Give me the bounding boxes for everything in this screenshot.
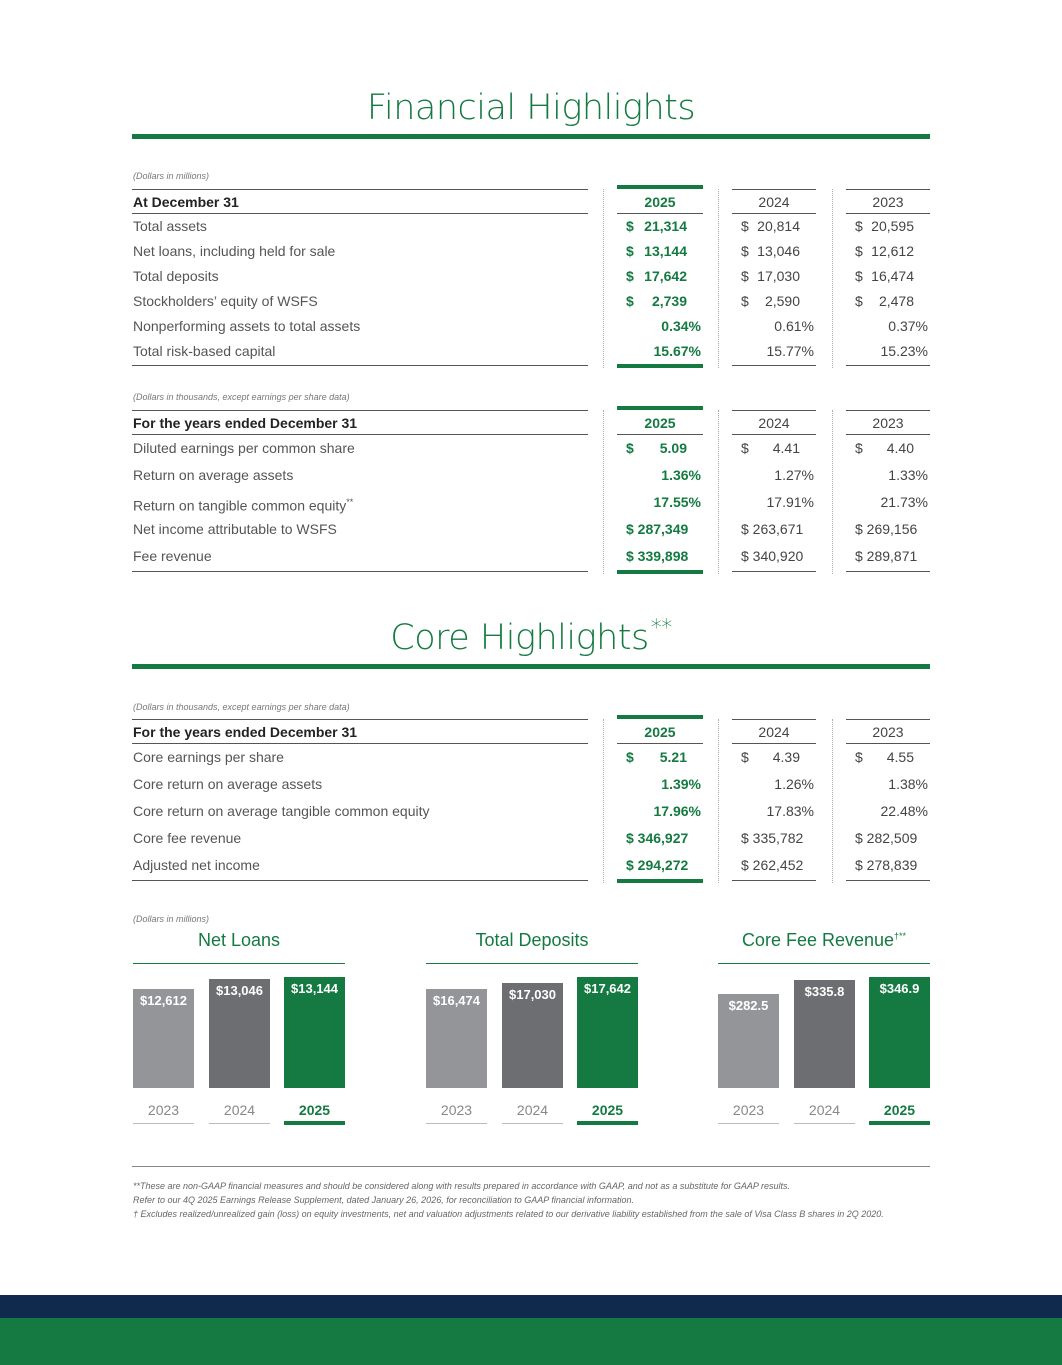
bar-2023 bbox=[426, 989, 487, 1088]
value-cell-2023 bbox=[846, 489, 930, 516]
value: 17,030 bbox=[757, 268, 800, 284]
value-cell-2023 bbox=[846, 771, 930, 798]
value-cell-2023 bbox=[846, 339, 930, 364]
header-bottom-line bbox=[732, 213, 816, 214]
value-cell-2024 bbox=[732, 543, 816, 570]
row-label bbox=[133, 239, 335, 264]
header-bottom-line bbox=[617, 213, 703, 214]
row-label-text: Total assets bbox=[133, 218, 207, 234]
table-row bbox=[0, 744, 1062, 771]
year-label: 2025 bbox=[644, 724, 676, 740]
year-header-2023 bbox=[846, 719, 930, 745]
value: 0.61% bbox=[774, 318, 814, 334]
value: $ 282,509 bbox=[855, 830, 918, 846]
value-cell-2024 bbox=[732, 314, 816, 339]
bar-2023 bbox=[133, 989, 194, 1088]
currency-symbol: $ bbox=[626, 218, 634, 234]
row-label bbox=[133, 214, 207, 239]
column-separator bbox=[603, 719, 604, 883]
value-cell-2025 bbox=[617, 516, 703, 543]
currency-symbol: $ bbox=[741, 440, 749, 456]
column-separator bbox=[832, 189, 833, 368]
row-label-text: Adjusted net income bbox=[133, 857, 260, 873]
value-cell-2025 bbox=[617, 543, 703, 570]
value: $ 278,839 bbox=[855, 857, 918, 873]
row-label bbox=[133, 289, 318, 314]
value: 4.55 bbox=[886, 749, 914, 765]
units-note: (Dollars in thousands, except earnings per share data) bbox=[133, 392, 350, 402]
x-tick-label: 2025 bbox=[591, 1102, 624, 1118]
x-tick-underline bbox=[133, 1123, 194, 1124]
row-label bbox=[133, 462, 293, 489]
table-header-label: At December 31 bbox=[133, 194, 239, 210]
row-label-text: Core earnings per share bbox=[133, 749, 284, 765]
row-label-text: Core return on average tangible common equity bbox=[133, 803, 430, 819]
value: 17.96% bbox=[653, 803, 701, 819]
value: $ 262,452 bbox=[741, 857, 804, 873]
table-bottom-line bbox=[846, 571, 930, 572]
header-top-line bbox=[846, 410, 930, 411]
value: 16,474 bbox=[871, 268, 914, 284]
value-cell-2023 bbox=[846, 239, 930, 264]
year-label: 2023 bbox=[872, 415, 904, 431]
header-bottom-line bbox=[132, 213, 588, 214]
year-label: 2025 bbox=[644, 415, 676, 431]
table-header-row bbox=[0, 189, 1062, 215]
row-label bbox=[133, 264, 219, 289]
x-tick-underline bbox=[502, 1123, 563, 1124]
bar-2025 bbox=[284, 977, 345, 1088]
highlight-top-bar bbox=[617, 715, 703, 719]
bar-value-label: $335.8 bbox=[804, 983, 845, 999]
table-bottom-line bbox=[132, 880, 588, 881]
header-bottom-line bbox=[617, 743, 703, 744]
row-label bbox=[133, 744, 284, 771]
table-row bbox=[0, 264, 1062, 289]
value-cell-2025 bbox=[617, 825, 703, 852]
row-label-text: Nonperforming assets to total assets bbox=[133, 318, 361, 334]
chart-title bbox=[133, 930, 345, 951]
value-cell-2025 bbox=[617, 239, 703, 264]
x-tick-label: 2025 bbox=[883, 1102, 916, 1118]
row-label bbox=[133, 435, 355, 462]
chart-title-footnote-mark: †** bbox=[894, 931, 907, 941]
value: $ 346,927 bbox=[626, 830, 689, 846]
currency-symbol: $ bbox=[626, 243, 634, 259]
x-tick-underline bbox=[426, 1123, 487, 1124]
value-cell-2024 bbox=[732, 516, 816, 543]
row-label bbox=[133, 852, 260, 879]
row-label-text: Return on average assets bbox=[133, 467, 294, 483]
year-header-2025 bbox=[617, 410, 703, 436]
year-header-2025 bbox=[617, 189, 703, 215]
table-row bbox=[0, 435, 1062, 462]
value-cell-2024 bbox=[732, 825, 816, 852]
value-cell-2024 bbox=[732, 339, 816, 364]
value: 17.91% bbox=[766, 494, 814, 510]
table-row bbox=[0, 462, 1062, 489]
value: 4.40 bbox=[886, 440, 914, 456]
header-bottom-line bbox=[617, 434, 703, 435]
column-separator bbox=[718, 410, 719, 574]
value-cell-2025 bbox=[617, 289, 703, 314]
row-label-text: Return on tangible common equity bbox=[133, 497, 347, 514]
column-separator bbox=[603, 189, 604, 368]
table-row bbox=[0, 771, 1062, 798]
column-separator bbox=[718, 189, 719, 368]
table-bottom-line bbox=[846, 365, 930, 366]
header-bottom-line bbox=[846, 213, 930, 214]
column-separator bbox=[832, 719, 833, 883]
table-row bbox=[0, 852, 1062, 879]
value-cell-2025 bbox=[617, 489, 703, 516]
table-bottom-line bbox=[732, 365, 816, 366]
value-cell-2024 bbox=[732, 798, 816, 825]
value: 2,739 bbox=[651, 293, 687, 309]
x-tick-underline bbox=[577, 1121, 638, 1125]
value-cell-2024 bbox=[732, 852, 816, 879]
row-label bbox=[133, 771, 322, 798]
header-top-line bbox=[846, 189, 930, 190]
value-cell-2025 bbox=[617, 798, 703, 825]
x-tick-label: 2023 bbox=[147, 1102, 180, 1118]
currency-symbol: $ bbox=[855, 749, 863, 765]
value-cell-2024 bbox=[732, 744, 816, 771]
chart-title-text: Net Loans bbox=[197, 930, 281, 950]
chart-title-rule bbox=[718, 963, 930, 964]
value-cell-2024 bbox=[732, 239, 816, 264]
footer-band-green bbox=[0, 1318, 1062, 1365]
value: 4.41 bbox=[772, 440, 800, 456]
row-label bbox=[133, 798, 430, 825]
value-cell-2025 bbox=[617, 744, 703, 771]
currency-symbol: $ bbox=[855, 268, 863, 284]
table-row bbox=[0, 214, 1062, 239]
value: 5.21 bbox=[659, 749, 687, 765]
chart-title bbox=[426, 930, 638, 951]
currency-symbol: $ bbox=[626, 268, 634, 284]
bar-2025 bbox=[577, 977, 638, 1088]
value-cell-2024 bbox=[732, 462, 816, 489]
bar-value-label: $13,046 bbox=[216, 983, 263, 999]
row-label-text: Core fee revenue bbox=[133, 830, 242, 846]
header-bottom-line bbox=[132, 743, 588, 744]
bar-value-label: $16,474 bbox=[433, 993, 480, 1008]
currency-symbol: $ bbox=[741, 268, 749, 284]
value-cell-2025 bbox=[617, 852, 703, 879]
value-cell-2024 bbox=[732, 435, 816, 462]
bar-2024 bbox=[502, 983, 563, 1088]
x-tick-label: 2023 bbox=[732, 1102, 765, 1118]
value: 0.37% bbox=[888, 318, 928, 334]
header-bottom-line bbox=[132, 434, 588, 435]
value-cell-2023 bbox=[846, 543, 930, 570]
row-label-text: Stockholders’ equity of WSFS bbox=[133, 293, 318, 309]
year-label: 2024 bbox=[758, 415, 790, 431]
currency-symbol: $ bbox=[855, 293, 863, 309]
value-cell-2025 bbox=[617, 214, 703, 239]
table-row bbox=[0, 516, 1062, 543]
year-label: 2024 bbox=[758, 724, 790, 740]
bar-value-label: $13,144 bbox=[291, 981, 338, 996]
x-tick-label: 2025 bbox=[298, 1102, 331, 1118]
value-cell-2023 bbox=[846, 462, 930, 489]
value: $ 287,349 bbox=[626, 521, 689, 537]
value-cell-2025 bbox=[617, 462, 703, 489]
title-rule bbox=[132, 134, 930, 139]
title-rule bbox=[132, 664, 930, 669]
year-header-2025 bbox=[617, 719, 703, 745]
value-cell-2023 bbox=[846, 744, 930, 771]
header-top-line bbox=[732, 719, 816, 720]
year-header-2023 bbox=[846, 189, 930, 215]
table-header-row bbox=[0, 719, 1062, 745]
row-label bbox=[133, 825, 241, 852]
year-header-2023 bbox=[846, 410, 930, 436]
row-label-text: Total risk-based capital bbox=[133, 343, 276, 359]
value: 1.39% bbox=[661, 776, 701, 792]
chart-title bbox=[718, 930, 930, 951]
value-cell-2023 bbox=[846, 516, 930, 543]
footnote: † Excludes realized/unrealized gain (loss) on equity investments, net and valuation adjustments related to our derivative liability established from the sale of Visa Class B shares in 2Q 2020. bbox=[133, 1209, 884, 1219]
value-cell-2025 bbox=[617, 771, 703, 798]
column-separator bbox=[832, 410, 833, 574]
table-row bbox=[0, 239, 1062, 264]
table-row bbox=[0, 798, 1062, 825]
column-separator bbox=[603, 410, 604, 574]
row-label-text: Total deposits bbox=[133, 268, 219, 284]
value-cell-2025 bbox=[617, 435, 703, 462]
value: 15.77% bbox=[766, 343, 814, 359]
table-row bbox=[0, 314, 1062, 339]
value-cell-2024 bbox=[732, 289, 816, 314]
value-cell-2024 bbox=[732, 489, 816, 516]
row-label-text: Fee revenue bbox=[133, 548, 212, 564]
currency-symbol: $ bbox=[855, 440, 863, 456]
value: 1.33% bbox=[888, 467, 928, 483]
value: 1.27% bbox=[774, 467, 814, 483]
row-label-text: Net loans, including held for sale bbox=[133, 243, 336, 259]
value: 21.73% bbox=[880, 494, 928, 510]
value: 4.39 bbox=[772, 749, 800, 765]
highlight-top-bar bbox=[617, 406, 703, 410]
header-bottom-line bbox=[732, 434, 816, 435]
value-cell-2025 bbox=[617, 314, 703, 339]
row-label bbox=[133, 543, 212, 570]
footnote: **These are non-GAAP financial measures and should be considered along with results prepared in accordance with GAAP, and not as a substitute for GAAP results. bbox=[133, 1181, 791, 1191]
year-header-2024 bbox=[732, 189, 816, 215]
row-label-text: Diluted earnings per common share bbox=[133, 440, 355, 456]
table-bottom-line bbox=[132, 571, 588, 572]
value: $ 263,671 bbox=[741, 521, 804, 537]
row-label-footnote-mark: ** bbox=[346, 497, 354, 507]
bar-value-label: $346.9 bbox=[879, 981, 920, 996]
table-row bbox=[0, 825, 1062, 852]
table-row bbox=[0, 289, 1062, 314]
value-cell-2025 bbox=[617, 339, 703, 364]
value-cell-2024 bbox=[732, 771, 816, 798]
chart-title-rule bbox=[426, 963, 638, 964]
value: 0.34% bbox=[661, 318, 701, 334]
value: 15.67% bbox=[653, 343, 701, 359]
value: $ 269,156 bbox=[855, 521, 918, 537]
footnote: Refer to our 4Q 2025 Earnings Release Supplement, dated January 26, 2026, for reconciliation to GAAP financial information. bbox=[133, 1195, 634, 1205]
value: 13,144 bbox=[644, 243, 687, 259]
x-tick-underline bbox=[209, 1123, 270, 1124]
value: 20,595 bbox=[871, 218, 914, 234]
year-header-2024 bbox=[732, 410, 816, 436]
x-tick-underline bbox=[718, 1123, 779, 1124]
bar-value-label: $17,642 bbox=[584, 981, 631, 996]
bar-value-label: $282.5 bbox=[728, 998, 769, 1013]
value: $ 294,272 bbox=[626, 857, 689, 873]
value: $ 340,920 bbox=[741, 548, 804, 564]
value: 5.09 bbox=[659, 440, 687, 456]
row-label bbox=[133, 314, 360, 339]
value: 12,612 bbox=[871, 243, 914, 259]
header-bottom-line bbox=[732, 743, 816, 744]
header-top-line bbox=[732, 410, 816, 411]
value: $ 289,871 bbox=[855, 548, 918, 564]
units-note: (Dollars in thousands, except earnings per share data) bbox=[133, 702, 350, 712]
value-cell-2023 bbox=[846, 435, 930, 462]
row-label bbox=[133, 339, 275, 364]
value: $ 335,782 bbox=[741, 830, 804, 846]
x-tick-label: 2024 bbox=[808, 1102, 841, 1118]
footnote-rule bbox=[132, 1166, 930, 1167]
column-separator bbox=[718, 719, 719, 883]
value: 1.38% bbox=[888, 776, 928, 792]
value: 2,478 bbox=[878, 293, 914, 309]
highlight-bottom-bar bbox=[617, 879, 703, 883]
year-label: 2023 bbox=[872, 194, 904, 210]
value-cell-2023 bbox=[846, 289, 930, 314]
value-cell-2023 bbox=[846, 214, 930, 239]
table-row bbox=[0, 489, 1062, 516]
value: 1.26% bbox=[774, 776, 814, 792]
value: 2,590 bbox=[764, 293, 800, 309]
value-cell-2025 bbox=[617, 264, 703, 289]
highlight-bottom-bar bbox=[617, 570, 703, 574]
units-note: (Dollars in millions) bbox=[133, 171, 210, 181]
value-cell-2024 bbox=[732, 214, 816, 239]
bar-2025 bbox=[869, 977, 930, 1088]
year-header-2024 bbox=[732, 719, 816, 745]
chart-title-rule bbox=[133, 963, 345, 964]
currency-symbol: $ bbox=[741, 749, 749, 765]
header-top-line bbox=[132, 719, 588, 720]
currency-symbol: $ bbox=[741, 218, 749, 234]
value-cell-2023 bbox=[846, 852, 930, 879]
currency-symbol: $ bbox=[626, 440, 634, 456]
currency-symbol: $ bbox=[855, 218, 863, 234]
header-bottom-line bbox=[846, 434, 930, 435]
footer-band-navy bbox=[0, 1295, 1062, 1318]
chart-title-text: Core Fee Revenue bbox=[741, 930, 895, 950]
x-tick-underline bbox=[869, 1121, 930, 1125]
row-label-text: Core return on average assets bbox=[133, 776, 323, 792]
table-header-row bbox=[0, 410, 1062, 436]
value: 20,814 bbox=[757, 218, 800, 234]
table-bottom-line bbox=[132, 365, 588, 366]
table-bottom-line bbox=[846, 880, 930, 881]
row-label-text: Net income attributable to WSFS bbox=[133, 521, 337, 537]
header-top-line bbox=[732, 189, 816, 190]
currency-symbol: $ bbox=[741, 293, 749, 309]
value: 17,642 bbox=[644, 268, 687, 284]
x-tick-underline bbox=[284, 1121, 345, 1125]
value-cell-2023 bbox=[846, 314, 930, 339]
chart-title-text: Total Deposits bbox=[475, 930, 589, 950]
currency-symbol: $ bbox=[741, 243, 749, 259]
value: 13,046 bbox=[757, 243, 800, 259]
value-cell-2023 bbox=[846, 264, 930, 289]
value: $ 339,898 bbox=[626, 548, 689, 564]
highlight-bottom-bar bbox=[617, 364, 703, 368]
header-top-line bbox=[846, 719, 930, 720]
bar-2024 bbox=[794, 980, 855, 1088]
core-highlights-title: Core Highlights** bbox=[390, 616, 672, 658]
bar-value-label: $12,612 bbox=[140, 993, 187, 1008]
header-top-line bbox=[132, 189, 588, 190]
value: 17.55% bbox=[653, 494, 701, 510]
year-label: 2024 bbox=[758, 194, 790, 210]
bar-2024 bbox=[209, 979, 270, 1088]
row-label bbox=[133, 516, 337, 543]
bar-2023 bbox=[718, 994, 779, 1088]
x-tick-label: 2023 bbox=[440, 1102, 473, 1118]
year-label: 2023 bbox=[872, 724, 904, 740]
value: 15.23% bbox=[880, 343, 928, 359]
units-note: (Dollars in millions) bbox=[133, 914, 210, 924]
currency-symbol: $ bbox=[626, 749, 634, 765]
table-row bbox=[0, 543, 1062, 570]
value-cell-2024 bbox=[732, 264, 816, 289]
header-bottom-line bbox=[846, 743, 930, 744]
value-cell-2023 bbox=[846, 825, 930, 852]
value: 21,314 bbox=[644, 218, 687, 234]
value-cell-2023 bbox=[846, 798, 930, 825]
highlight-top-bar bbox=[617, 185, 703, 189]
financial-highlights-title: Financial Highlights bbox=[366, 88, 696, 128]
header-top-line bbox=[132, 410, 588, 411]
currency-symbol: $ bbox=[855, 243, 863, 259]
table-header-label: For the years ended December 31 bbox=[133, 724, 358, 740]
bar-value-label: $17,030 bbox=[509, 987, 556, 1003]
currency-symbol: $ bbox=[626, 293, 634, 309]
value: 17.83% bbox=[766, 803, 814, 819]
table-row bbox=[0, 339, 1062, 364]
table-header-label: For the years ended December 31 bbox=[133, 415, 358, 431]
x-tick-label: 2024 bbox=[223, 1102, 256, 1118]
table-bottom-line bbox=[732, 571, 816, 572]
table-bottom-line bbox=[732, 880, 816, 881]
x-tick-label: 2024 bbox=[516, 1102, 549, 1118]
value: 1.36% bbox=[661, 467, 701, 483]
value: 22.48% bbox=[880, 803, 928, 819]
x-tick-underline bbox=[794, 1123, 855, 1124]
year-label: 2025 bbox=[644, 194, 676, 210]
